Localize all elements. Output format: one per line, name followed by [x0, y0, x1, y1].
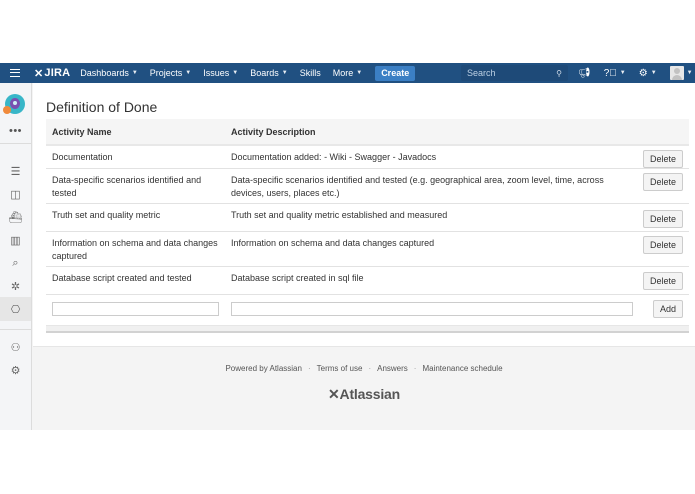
sidebar-divider [0, 143, 31, 144]
separator: · [307, 364, 311, 373]
nav-projects[interactable] [150, 68, 191, 78]
sidebar-item-issues[interactable] [0, 253, 31, 273]
activity-name: Truth set and quality metric [52, 210, 161, 220]
user-avatar [670, 66, 684, 80]
atlassian-logo[interactable] [33, 386, 695, 403]
help-icon: ?⃝ [603, 67, 617, 79]
gear-icon: ⚙ [10, 364, 21, 377]
notifications-button[interactable] [578, 68, 591, 79]
caret-down-icon: ▼ [356, 70, 363, 76]
nav-label: Skills [299, 68, 321, 78]
components-puzzle-icon: ✲ [10, 280, 21, 293]
activity-name-input[interactable] [52, 302, 219, 316]
caret-down-icon: ▼ [185, 70, 192, 76]
table-footer [46, 325, 689, 333]
nav-label: Projects [149, 68, 183, 78]
separator: · [413, 364, 417, 373]
footer-link-powered-by[interactable]: Powered by Atlassian [225, 364, 302, 373]
reports-chart-icon: ▥ [10, 234, 21, 247]
footer-link-maintenance[interactable]: Maintenance schedule [422, 364, 503, 373]
settings-button[interactable] [639, 68, 657, 79]
atlassian-logo-text: Atlassian [339, 386, 400, 402]
gear-icon: ⚙ [638, 67, 648, 79]
search-placeholder: Search [467, 68, 496, 78]
header-actions [578, 63, 693, 83]
add-button[interactable]: Add [653, 300, 683, 318]
caret-down-icon: ▼ [686, 70, 693, 76]
sidebar-item-components[interactable] [0, 276, 31, 296]
activity-description: Information on schema and data changes captured [231, 238, 435, 248]
column-header-activity-name: Activity Name [52, 126, 112, 137]
page-footer [33, 346, 695, 430]
jira-app [0, 63, 695, 430]
search-icon: ⚲ [556, 68, 562, 78]
create-button[interactable]: Create [375, 66, 415, 81]
activity-name: Data-specific scenarios identified and tested [52, 175, 202, 198]
project-type-badge [3, 106, 11, 114]
activity-description: Documentation added: - Wiki - Swagger - Javadocs [231, 152, 437, 162]
nav-skills[interactable] [300, 68, 321, 78]
table-row [46, 232, 689, 267]
hamburger-icon [10, 69, 20, 77]
nav-boards[interactable] [250, 68, 287, 78]
caret-down-icon: ▼ [232, 70, 239, 76]
nav-label: Boards [250, 68, 279, 78]
sidebar-item-project-settings[interactable] [0, 360, 31, 380]
app-name: JIRA [44, 67, 71, 79]
sidebar-item-definition-of-done[interactable] [0, 297, 31, 321]
more-options-button[interactable]: ••• [8, 125, 23, 137]
sidebar-item-board[interactable] [0, 184, 31, 204]
definition-of-done-table [46, 119, 689, 333]
nav-label: Issues [203, 68, 230, 78]
delete-button[interactable]: Delete [643, 210, 683, 228]
activity-description: Database script created in sql file [231, 273, 364, 283]
nav-more[interactable] [333, 68, 362, 78]
page-title: Definition of Done [46, 99, 158, 115]
help-button[interactable] [604, 68, 626, 79]
delete-button[interactable]: Delete [643, 173, 683, 191]
activity-description: Truth set and quality metric established and measured [231, 210, 448, 220]
activity-description: Data-specific scenarios identified and tested (e.g. geographical area, zoom level, time, across devices, users, places etc.) [231, 175, 604, 198]
footer-link-terms[interactable]: Terms of use [316, 364, 363, 373]
activity-name: Database script created and tested [52, 273, 192, 283]
table-header [46, 119, 689, 146]
caret-down-icon: ▼ [131, 70, 138, 76]
jira-logo-icon: ✕ [34, 67, 44, 80]
sidebar-item-backlog[interactable] [0, 161, 31, 181]
footer-link-answers[interactable]: Answers [377, 364, 408, 373]
delete-button[interactable]: Delete [643, 272, 683, 290]
main-content [33, 83, 695, 346]
delete-button[interactable]: Delete [643, 236, 683, 254]
table-row [46, 146, 689, 169]
backlog-icon: ☰ [10, 165, 21, 178]
column-header-activity-description: Activity Description [231, 126, 316, 137]
activity-name: Information on schema and data changes captured [52, 238, 218, 261]
caret-down-icon: ▼ [619, 70, 626, 76]
jira-logo[interactable] [34, 67, 70, 80]
table-row [46, 204, 689, 232]
nav-label: More [332, 68, 354, 78]
menu-button[interactable] [0, 63, 30, 83]
sidebar-item-add-people[interactable] [0, 337, 31, 357]
profile-button[interactable] [670, 66, 693, 80]
megaphone-icon: 📢︎ [578, 67, 591, 79]
separator: · [368, 364, 372, 373]
add-person-icon: ⚇ [10, 341, 21, 354]
sidebar-divider [0, 329, 31, 330]
activity-name: Documentation [52, 152, 113, 162]
releases-ship-icon: ⛴ [8, 211, 23, 224]
delete-button[interactable]: Delete [643, 150, 683, 168]
footer-links [33, 364, 695, 373]
activity-description-input[interactable] [231, 302, 633, 316]
project-sidebar [0, 83, 32, 430]
nav-dashboards[interactable] [80, 68, 137, 78]
atlassian-logo-icon: ✕ [328, 386, 340, 402]
table-row [46, 267, 689, 295]
search-input[interactable] [461, 65, 568, 81]
board-icon: ◫ [10, 188, 21, 201]
nav-label: Dashboards [80, 68, 129, 78]
caret-down-icon: ▼ [281, 70, 288, 76]
caret-down-icon: ▼ [650, 70, 657, 76]
sidebar-item-reports[interactable] [0, 230, 31, 250]
addon-hexagon-icon: ⎔ [10, 303, 21, 316]
table-row [46, 169, 689, 204]
issues-search-icon: ⌕ [12, 256, 19, 269]
sidebar-item-releases[interactable] [0, 207, 31, 227]
nav-issues[interactable] [203, 68, 238, 78]
new-activity-row [46, 295, 689, 323]
top-navigation-bar [0, 63, 695, 83]
